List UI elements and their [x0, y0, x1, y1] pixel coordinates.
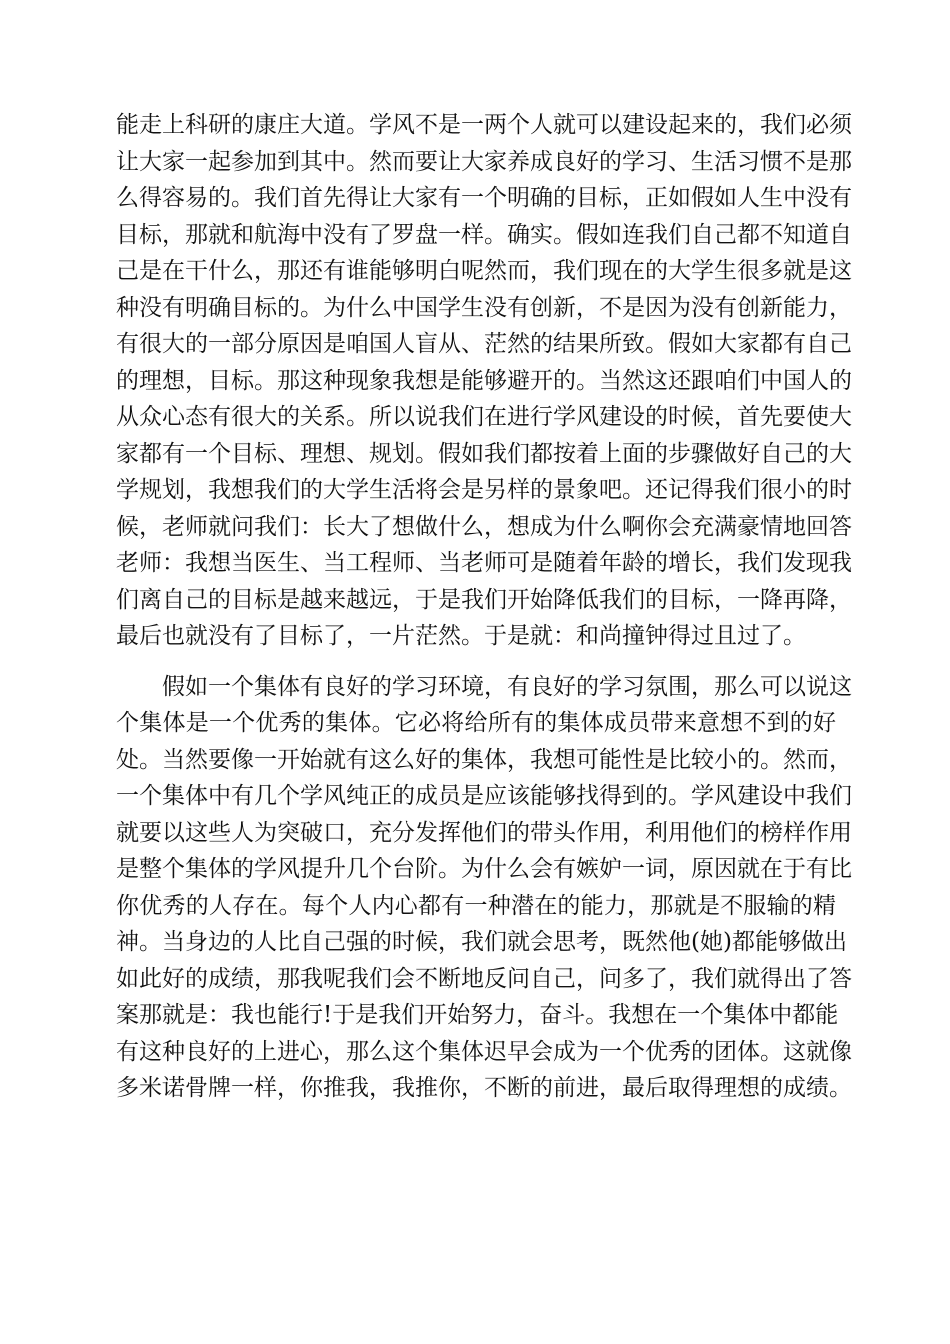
paragraph-gap — [116, 655, 836, 669]
text-line: 有很大的一部分原因是咱国人盲从、茫然的结果所致。假如大家都有自己 — [116, 331, 852, 357]
text-line: 最后也就没有了目标了，一片茫然。于是就：和尚撞钟得过且过了。 — [116, 623, 806, 649]
text-line: 从众心态有很大的关系。所以说我们在进行学风建设的时候，首先要使大 — [116, 404, 852, 430]
text-line: 家都有一个目标、理想、规划。假如我们都按着上面的步骤做好自己的大 — [116, 440, 852, 467]
text-line: 目标，那就和航海中没有了罗盘一样。确实。假如连我们自己都不知道自 — [116, 221, 852, 248]
text-line: 如此好的成绩，那我呢我们会不断地反问自己，问多了，我们就得出了答 — [116, 965, 852, 992]
text-line: 学规划，我想我们的大学生活将会是另样的景象吧。还记得我们很小的时 — [116, 477, 852, 503]
text-line: 你优秀的人存在。每个人内心都有一种潜在的能力，那就是不服输的精 — [116, 892, 836, 919]
text-line: 们离自己的目标是越来越远，于是我们开始降低我们的目标，一降再降， — [116, 586, 852, 613]
text-line: 的理想，目标。那这种现象我想是能够避开的。当然这还跟咱们中国人的 — [116, 367, 852, 394]
text-line: 己是在干什么，那还有谁能够明白呢然而，我们现在的大学生很多就是这 — [116, 258, 852, 284]
text-line: 候，老师就问我们：长大了想做什么，想成为什么啊你会充满豪情地回答 — [116, 513, 852, 540]
text-line: 神。当身边的人比自己强的时候，我们就会思考，既然他(她)都能够做出 — [116, 929, 847, 955]
text-line: 处。当然要像一开始就有这么好的集体，我想可能性是比较小的。然而， — [116, 746, 852, 773]
document-body — [116, 107, 852, 1107]
text-line: 么得容易的。我们首先得让大家有一个明确的目标，正如假如人生中没有 — [116, 185, 852, 211]
text-line: 让大家一起参加到其中。然而要让大家养成良好的学习、生活习惯不是那 — [116, 148, 852, 175]
text-line: 个集体是一个优秀的集体。它必将给所有的集体成员带来意想不到的好 — [116, 710, 836, 736]
text-line: 就要以这些人为突破口，充分发挥他们的带头作用，利用他们的榜样作用 — [116, 819, 852, 846]
paragraph-1 — [116, 107, 852, 655]
text-line: 一个集体中有几个学风纯正的成员是应该能够找得到的。学风建设中我们 — [116, 783, 852, 809]
paragraph-2 — [116, 669, 852, 1107]
text-line: 能走上科研的康庄大道。学风不是一两个人就可以建设起来的，我们必须 — [116, 112, 852, 138]
text-line: 种没有明确目标的。为什么中国学生没有创新，不是因为没有创新能力， — [116, 294, 852, 321]
text-line: 有这种良好的上进心，那么这个集体迟早会成为一个优秀的团体。这就像 — [116, 1038, 852, 1065]
text-line: 假如一个集体有良好的学习环境，有良好的学习氛围，那么可以说这 — [162, 673, 852, 700]
text-line: 多米诺骨牌一样，你推我，我推你，不断的前进，最后取得理想的成绩。 — [116, 1075, 852, 1101]
text-line: 案那就是：我也能行!于是我们开始努力，奋斗。我想在一个集体中都能 — [116, 1002, 839, 1028]
text-line: 是整个集体的学风提升几个台阶。为什么会有嫉妒一词，原因就在于有比 — [116, 856, 852, 882]
text-line: 老师：我想当医生、当工程师、当老师可是随着年龄的增长，我们发现我 — [116, 550, 852, 576]
